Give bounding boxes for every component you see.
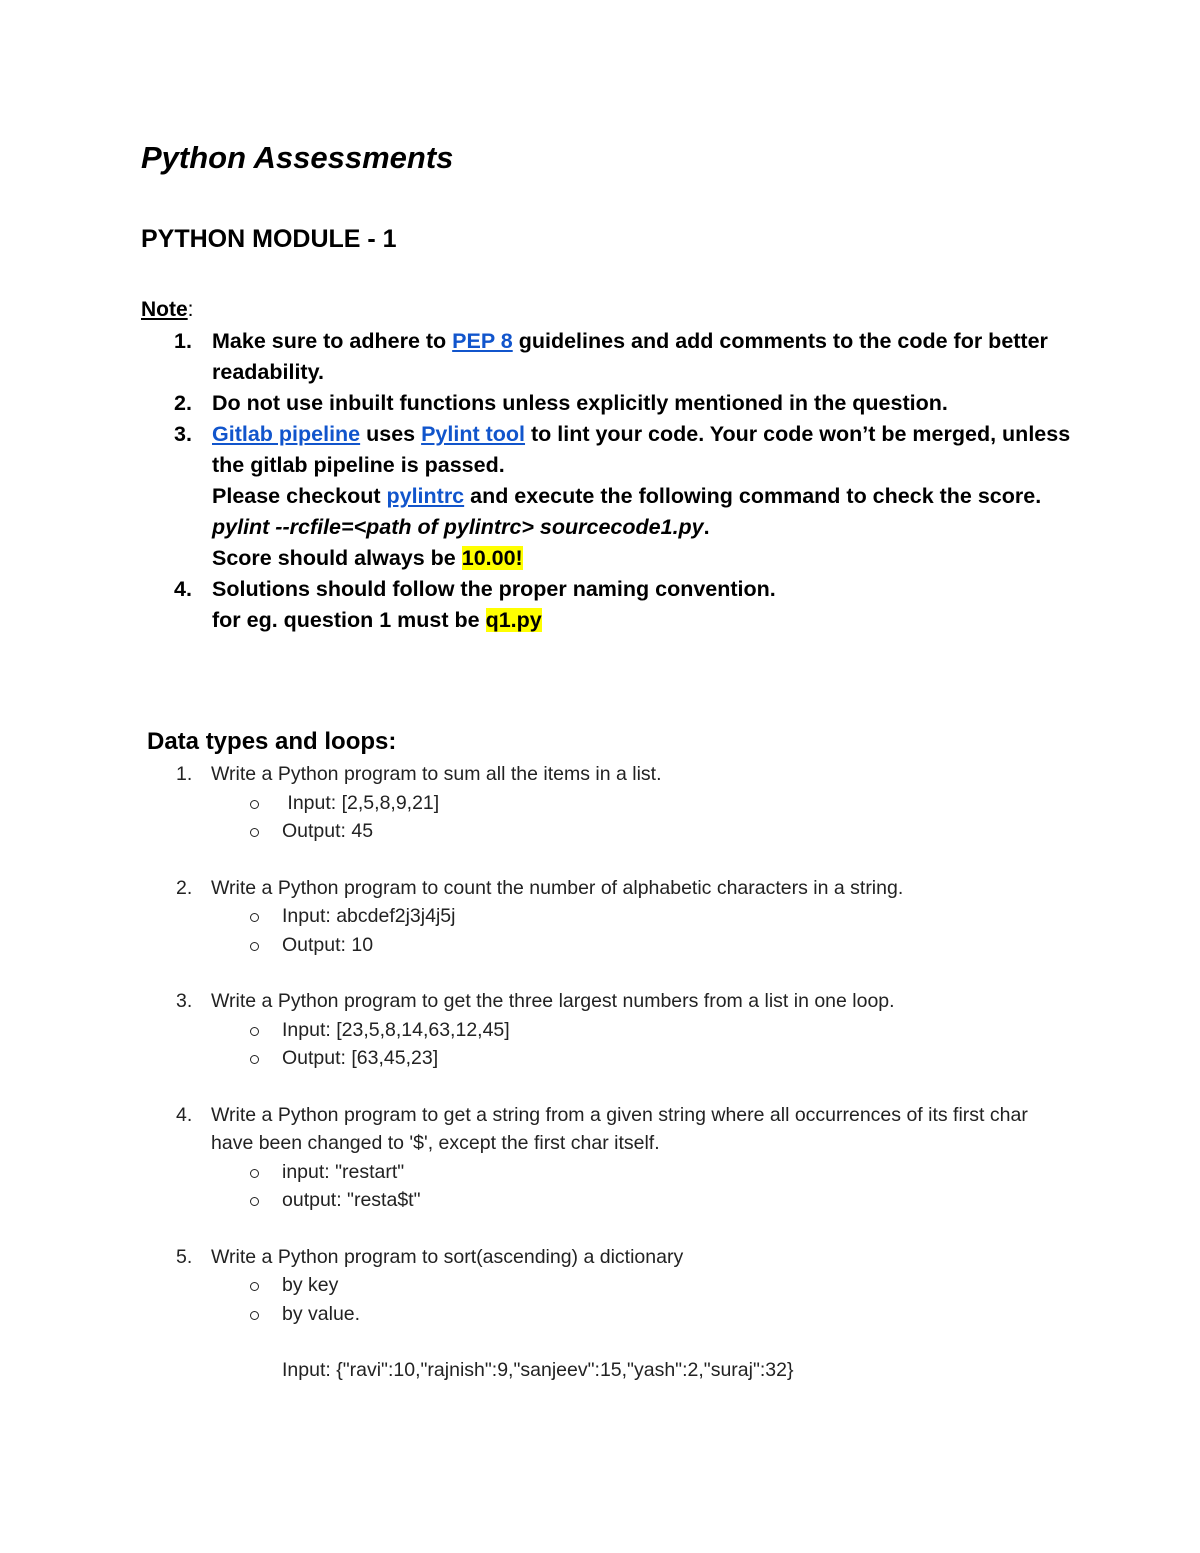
- question-number: 2.: [176, 876, 193, 899]
- question-number: 1.: [176, 763, 193, 785]
- question-text: Write a Python program to sum all the items in a list.: [211, 763, 662, 785]
- question-number: 5.: [176, 1245, 193, 1268]
- note-item-3: 3. Gitlab pipeline uses Pylint tool to lint your code. Your code won’t be merged, unless the gitlab pipeline is passed. Please checkout pylintrc and execute the following command to check the score. pylint --rcfile=<path of pylintrc> sourcecode1.py. Score should always be 10.00!: [141, 419, 1081, 574]
- sub-item: Output: 45: [141, 817, 1101, 846]
- question-list: [141, 760, 1101, 1385]
- question-item-3: [141, 987, 1101, 1016]
- note-item-1: 1. Make sure to adhere to PEP 8 guidelines and add comments to the code for better readability.: [141, 326, 1081, 388]
- dictionary-input: Input: {"ravi":10,"rajnish":9,"sanjeev":15,"yash":2,"suraj":32}: [282, 1359, 794, 1381]
- note-item-number: 4.: [174, 577, 192, 601]
- question-number: 3.: [176, 990, 193, 1012]
- circle-bullet-icon: [250, 1055, 259, 1064]
- circle-bullet-icon: [250, 800, 259, 809]
- note-item-number: 2.: [174, 391, 192, 415]
- circle-bullet-icon: [250, 1311, 259, 1320]
- sub-item: Input: [2,5,8,9,21]: [141, 789, 1101, 818]
- question-number: 4.: [176, 1103, 193, 1126]
- note-item-number: 1.: [174, 329, 192, 353]
- question-text: Write a Python program to get the three largest numbers from a list in one loop.: [211, 990, 895, 1012]
- question-item-5: [141, 1243, 1101, 1272]
- question-item-2: [141, 874, 1101, 903]
- sub-item: Output: [63,45,23]: [141, 1044, 1101, 1073]
- pylintrc-link[interactable]: pylintrc: [386, 484, 465, 508]
- section-title: Data types and loops:: [147, 728, 397, 755]
- circle-bullet-icon: [250, 1169, 259, 1178]
- pep8-link[interactable]: PEP 8: [452, 329, 513, 353]
- module-title: PYTHON MODULE - 1: [141, 225, 397, 253]
- sub-item: output: "resta$t": [141, 1186, 1101, 1215]
- circle-bullet-icon: [250, 1197, 259, 1206]
- circle-bullet-icon: [250, 1027, 259, 1036]
- note-item-number: 3.: [174, 422, 192, 446]
- circle-bullet-icon: [250, 942, 259, 951]
- sub-item: by value.: [141, 1300, 1101, 1329]
- circle-bullet-icon: [250, 913, 259, 922]
- note-label: Note:: [141, 298, 194, 321]
- circle-bullet-icon: [250, 1282, 259, 1291]
- pylint-command: pylint --rcfile=<path of pylintrc> sourcecode1.py: [212, 515, 704, 539]
- note-list: [141, 326, 1081, 636]
- score-highlight: 10.00!: [461, 546, 523, 570]
- sub-item: by key: [141, 1271, 1101, 1300]
- question-text: Write a Python program to sort(ascending) a dictionary: [211, 1245, 684, 1268]
- question-item-4: [141, 1101, 1101, 1158]
- sub-item: Input: [23,5,8,14,63,12,45]: [141, 1016, 1101, 1045]
- sub-item: Output: 10: [141, 931, 1101, 960]
- question-text: Write a Python program to count the number of alphabetic characters in a string.: [211, 876, 904, 899]
- document-title: Python Assessments: [141, 140, 454, 175]
- question-text: Write a Python program to get a string from a given string where all occurrences of its first char have been changed to '$', except the first char itself.: [211, 1103, 1028, 1154]
- gitlab-pipeline-link[interactable]: Gitlab pipeline: [212, 422, 361, 446]
- sub-item: Input: abcdef2j3j4j5j: [141, 902, 1101, 931]
- filename-highlight: q1.py: [485, 608, 542, 632]
- sub-item: input: "restart": [141, 1158, 1101, 1187]
- question-item-1: [141, 760, 1101, 789]
- pylint-tool-link[interactable]: Pylint tool: [421, 422, 526, 446]
- note-item-4: 4. Solutions should follow the proper naming convention. for eg. question 1 must be q1.py: [141, 574, 1081, 636]
- circle-bullet-icon: [250, 828, 259, 837]
- note-item-2: 2. Do not use inbuilt functions unless explicitly mentioned in the question.: [141, 388, 1081, 419]
